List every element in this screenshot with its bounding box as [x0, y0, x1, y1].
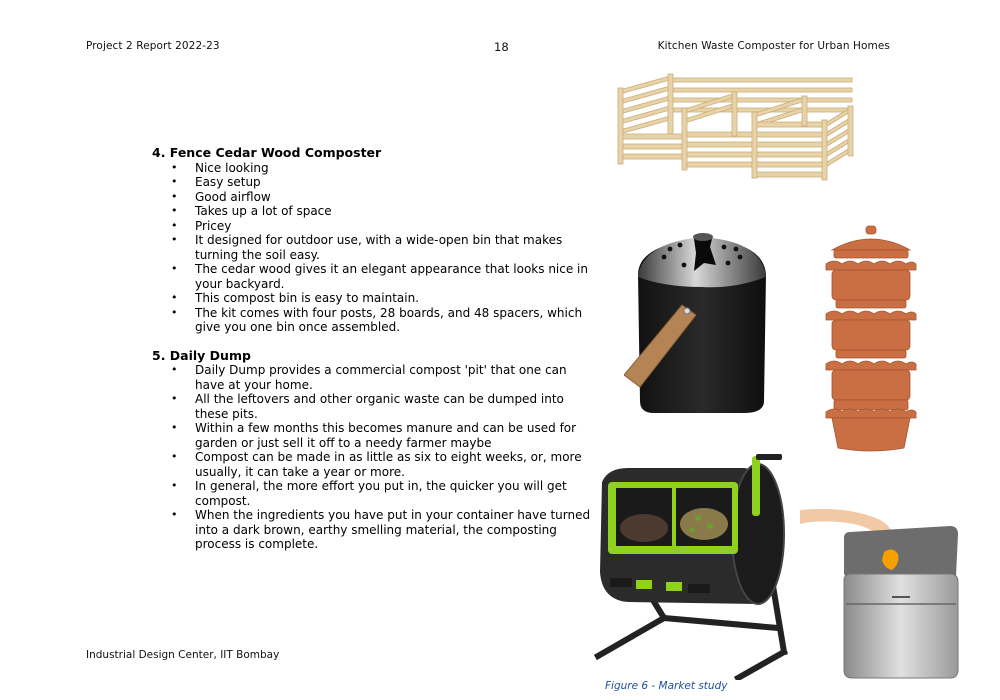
list-item: • Within a few months this becomes manure and can be used for garden or just sell it off to a needy farmer maybe [152, 421, 592, 450]
section-fence-cedar [152, 146, 592, 335]
bullet-list [152, 363, 592, 552]
list-item: • When the ingredients you have put in your container have turned into a dark brown, earthy smelling material, the composting process is complete. [152, 508, 592, 552]
list-item: • It designed for outdoor use, with a wide-open bin that makes turning the soil easy. [152, 233, 592, 262]
list-item: • Takes up a lot of space [152, 204, 592, 219]
list-item: • The kit comes with four posts, 28 boards, and 48 spacers, which give you one bin once assembled. [152, 306, 592, 335]
list-item: • The cedar wood gives it an elegant appearance that looks nice in your backyard. [152, 262, 592, 291]
bullet-list [152, 161, 592, 335]
black-compost-bucket-image [624, 225, 774, 415]
section-daily-dump [152, 349, 592, 552]
list-item: • Nice looking [152, 161, 592, 176]
figure-caption: Figure 6 - Market study [605, 680, 728, 692]
list-item: • Easy setup [152, 175, 592, 190]
list-item: • All the leftovers and other organic waste can be dumped into these pits. [152, 392, 592, 421]
tumbler-composter-image [588, 452, 788, 680]
fence-cedar-wood-composter-image [612, 72, 854, 182]
header-project-title: Kitchen Waste Composter for Urban Homes [657, 40, 890, 52]
list-item: • This compost bin is easy to maintain. [152, 291, 592, 306]
stainless-steel-compost-bin-image [800, 502, 970, 682]
page-number: 18 [494, 40, 509, 54]
list-item: • In general, the more effort you put in, the quicker you will get compost. [152, 479, 592, 508]
list-item: • Good airflow [152, 190, 592, 205]
footer-institution: Industrial Design Center, IIT Bombay [86, 649, 280, 661]
daily-dump-terracotta-pots-image [822, 222, 920, 454]
section-title: 5. Daily Dump [152, 347, 251, 363]
list-item: • Compost can be made in as little as six to eight weeks, or, more usually, it can take a year or more. [152, 450, 592, 479]
list-item: • Daily Dump provides a commercial compost 'pit' that one can have at your home. [152, 363, 592, 392]
list-item: • Pricey [152, 219, 592, 234]
main-content [152, 146, 592, 552]
header-report-title: Project 2 Report 2022-23 [86, 40, 220, 52]
section-title: 4. Fence Cedar Wood Composter [152, 145, 382, 160]
